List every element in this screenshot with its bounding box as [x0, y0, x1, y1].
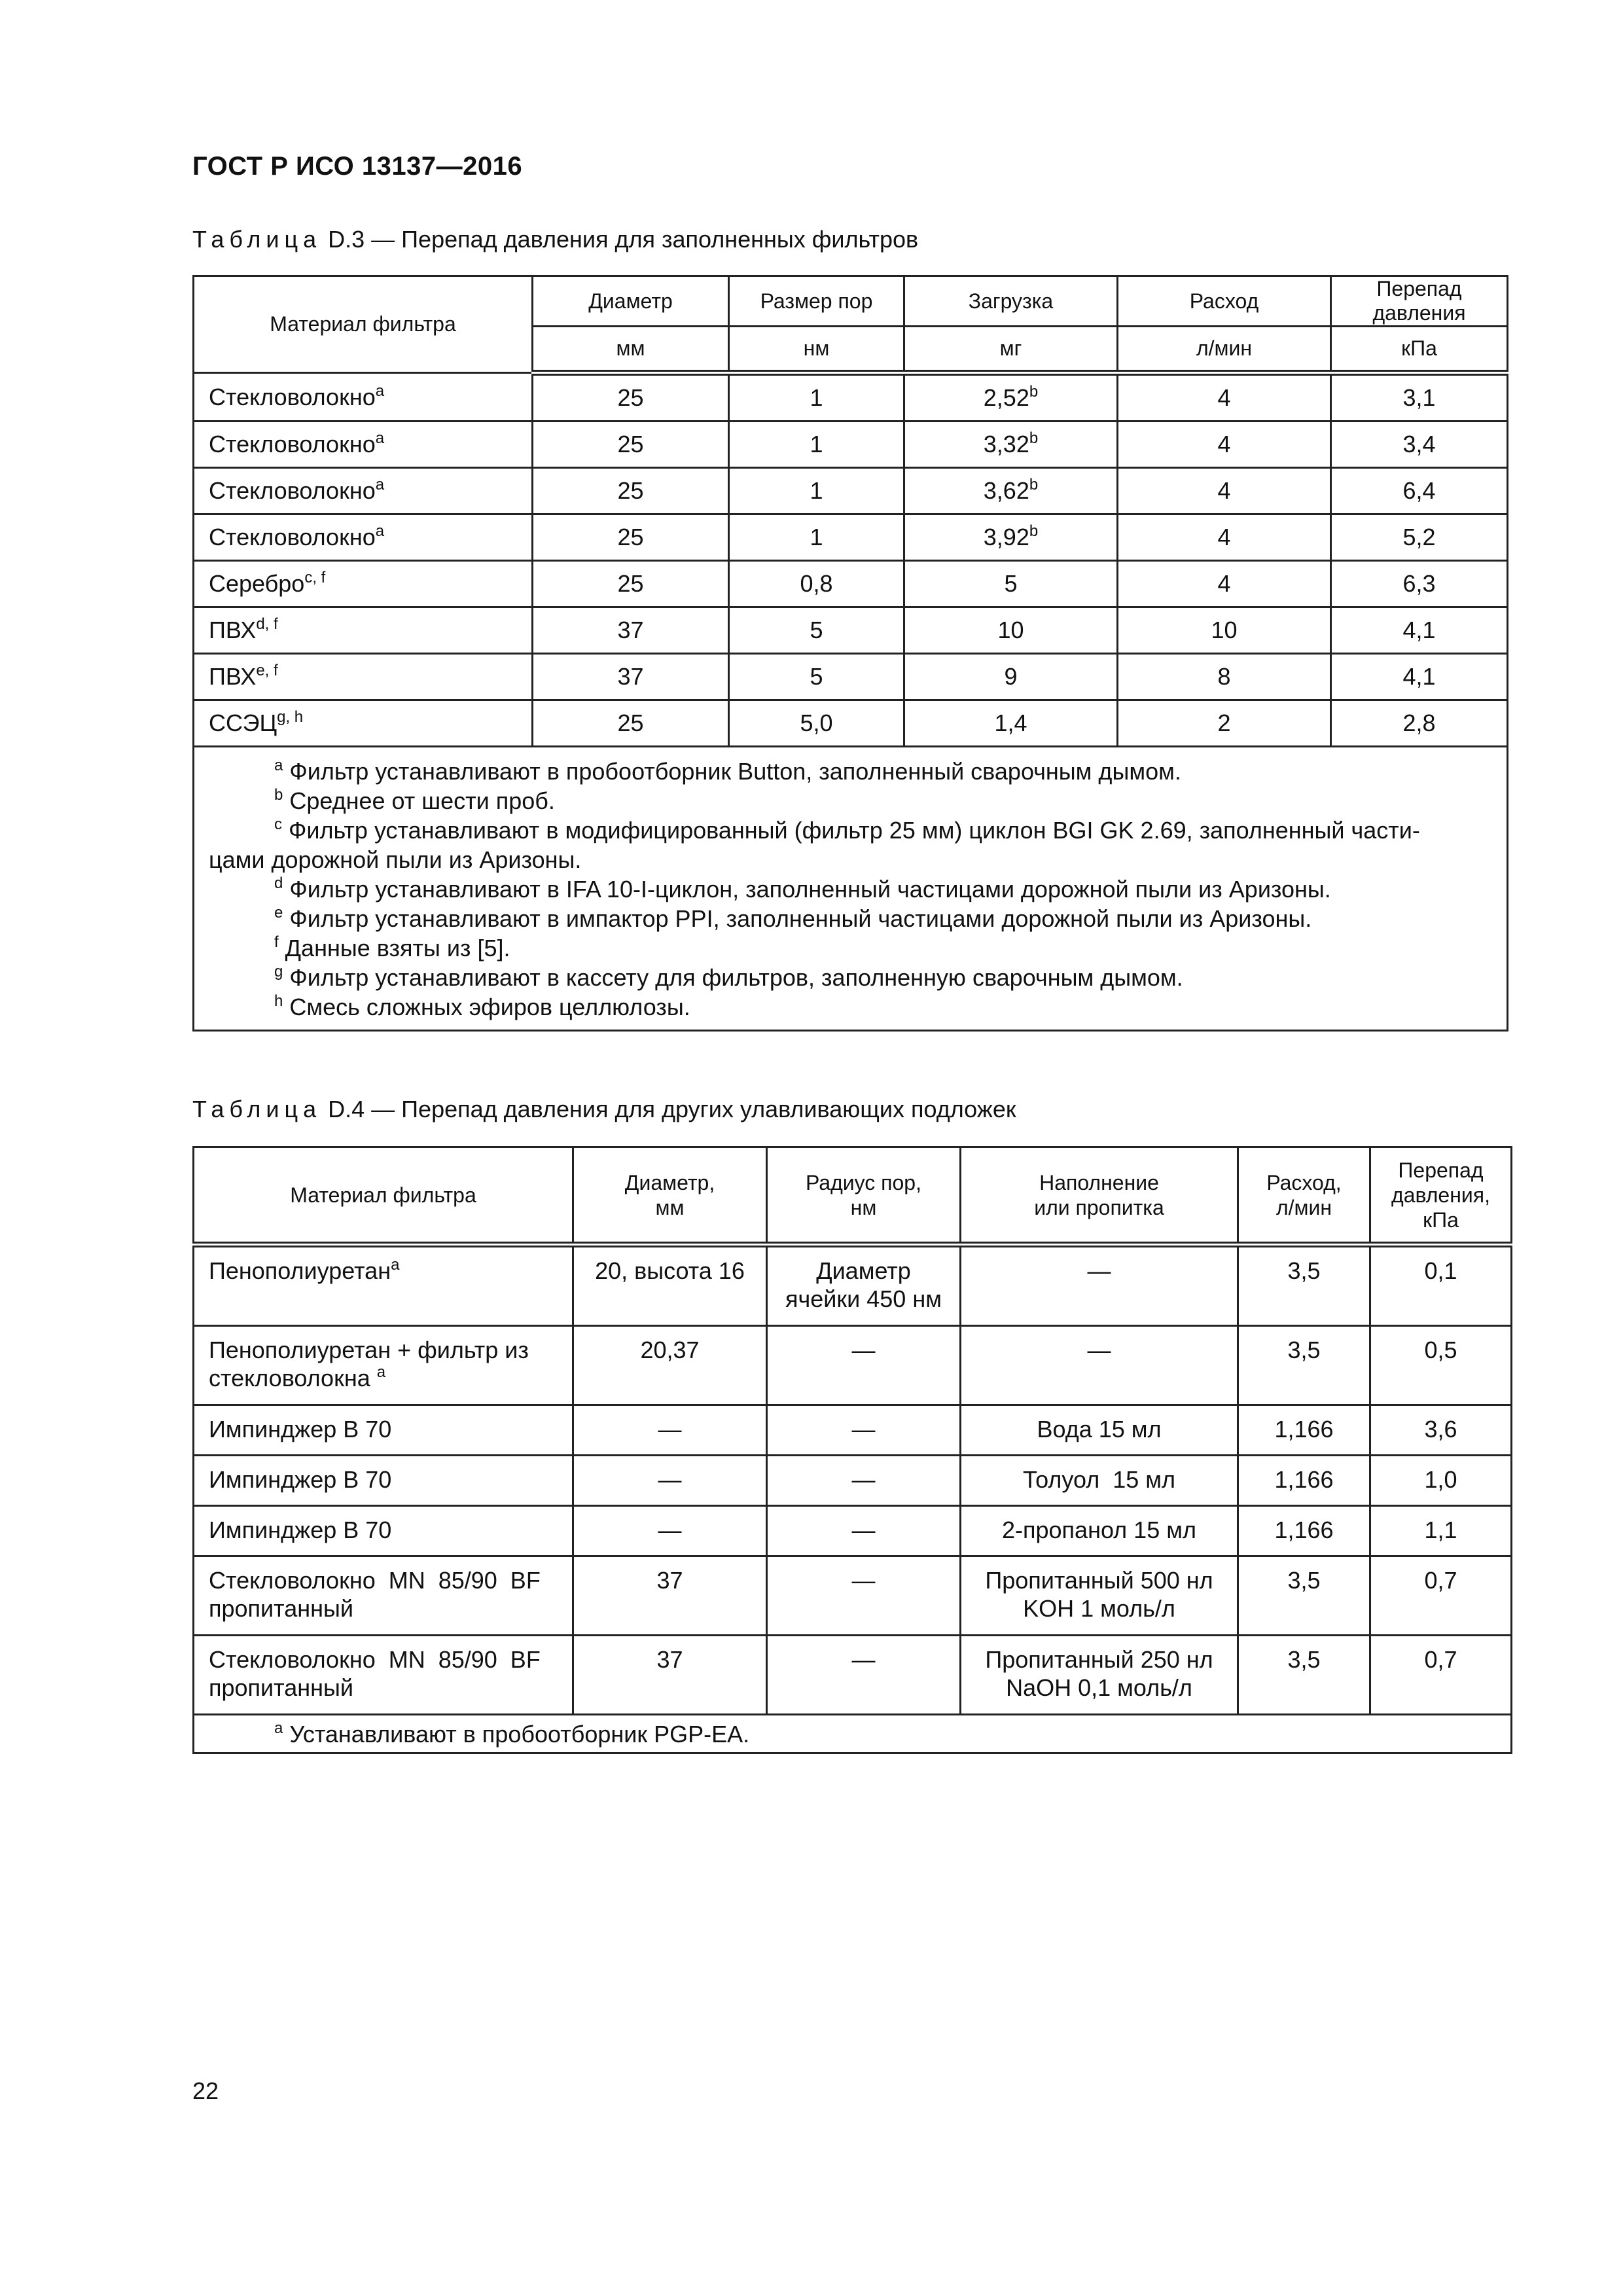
cell-diameter: 37 [533, 607, 729, 654]
cell-diameter: 25 [533, 468, 729, 514]
header-material: Материал фильтра [194, 276, 533, 373]
unit-diameter: мм [533, 327, 729, 373]
cell-fill: Толуол 15 мл [961, 1456, 1238, 1506]
cell-diameter: 20,37 [573, 1326, 767, 1405]
cell-drop: 4,1 [1331, 654, 1508, 700]
cell-pore: 5 [729, 607, 904, 654]
cell-material: ПВХ$^{d, f}$ [194, 607, 533, 654]
cell-diameter: 25 [533, 561, 729, 607]
unit-flow: л/мин [1118, 327, 1331, 373]
cell-load: 3,62$^b$ [904, 468, 1118, 514]
header-diameter: Диаметр [533, 276, 729, 327]
cell-diameter: 37 [573, 1636, 767, 1715]
cell-flow: 4 [1118, 468, 1331, 514]
table-row [194, 514, 1508, 561]
header-pressure-drop: Перепад давления, кПа [1370, 1147, 1512, 1245]
cell-fill: Пропитанный 500 нл KOH 1 моль/л [961, 1556, 1238, 1636]
cell-diameter: — [573, 1456, 767, 1506]
header-load: Загрузка [904, 276, 1118, 327]
cell-diameter: — [573, 1506, 767, 1556]
cell-pore: — [767, 1556, 961, 1636]
cell-load: 2,52$^b$ [904, 373, 1118, 422]
cell-diameter: — [573, 1405, 767, 1456]
cell-flow: 4 [1118, 373, 1331, 422]
cell-load: 3,92$^b$ [904, 514, 1118, 561]
cell-flow: 10 [1118, 607, 1331, 654]
cell-fill: Пропитанный 250 нл NaOH 0,1 моль/л [961, 1636, 1238, 1715]
header-pore-size: Размер пор [729, 276, 904, 327]
table-row [194, 1556, 1512, 1636]
footnote: $^e$ Фильтр устанавливают в импактор PPI, заполненный частицами дорожной пыли из Аризоны. [274, 904, 1312, 932]
cell-drop: 3,6 [1370, 1405, 1512, 1456]
table-row [194, 700, 1508, 747]
table-row [194, 1506, 1512, 1556]
cell-load: 1,4 [904, 700, 1118, 747]
cell-drop: 0,1 [1370, 1245, 1512, 1326]
table-d3 [192, 275, 1508, 1031]
cell-diameter: 25 [533, 514, 729, 561]
cell-diameter: 37 [533, 654, 729, 700]
cell-fill: Вода 15 мл [961, 1405, 1238, 1456]
cell-material: Пенополиуретан$^a$ [194, 1245, 573, 1326]
cell-drop: 3,4 [1331, 422, 1508, 468]
footnote: $^h$ Смесь сложных эфиров целлюлозы. [274, 992, 690, 1020]
cell-flow: 4 [1118, 561, 1331, 607]
table-row [194, 561, 1508, 607]
header-pressure-drop: Перепад давления [1331, 276, 1508, 327]
table-d4-caption [192, 1096, 1016, 1123]
table-d4-caption-prefix: Таблица [192, 1096, 322, 1122]
cell-material: Импинджер В 70 [194, 1456, 573, 1506]
cell-drop: 6,3 [1331, 561, 1508, 607]
cell-material: ПВХ$^{e, f}$ [194, 654, 533, 700]
cell-material: Стекловолокно$^a$ [194, 373, 533, 422]
cell-pore: — [767, 1326, 961, 1405]
cell-diameter: 37 [573, 1556, 767, 1636]
cell-pore: 1 [729, 373, 904, 422]
cell-flow: 3,5 [1238, 1636, 1370, 1715]
cell-flow: 3,5 [1238, 1245, 1370, 1326]
cell-diameter: 25 [533, 422, 729, 468]
cell-load: 10 [904, 607, 1118, 654]
footnote: $^g$ Фильтр устанавливают в кассету для фильтров, заполненную сварочным дымом. [274, 963, 1183, 991]
cell-pore: Диаметр ячейки 450 нм [767, 1245, 961, 1326]
table-d3-footnotes [194, 747, 1508, 1031]
header-fill: Наполнение или пропитка [961, 1147, 1238, 1245]
cell-flow: 4 [1118, 514, 1331, 561]
cell-flow: 1,166 [1238, 1456, 1370, 1506]
cell-fill: — [961, 1245, 1238, 1326]
cell-drop: 0,7 [1370, 1556, 1512, 1636]
footnote: $^a$ Устанавливают в пробоотборник PGP-EA. [274, 1719, 750, 1748]
header-pore-radius: Радиус пор, нм [767, 1147, 961, 1245]
cell-pore: — [767, 1636, 961, 1715]
cell-diameter: 20, высота 16 [573, 1245, 767, 1326]
page-number: 22 [192, 2077, 219, 2104]
table-d3-caption-text: D.3 — Перепад давления для заполненных фильтров [321, 226, 919, 253]
cell-drop: 0,7 [1370, 1636, 1512, 1715]
cell-load: 3,32$^b$ [904, 422, 1118, 468]
table-d3-caption [192, 226, 918, 253]
cell-drop: 1,0 [1370, 1456, 1512, 1506]
cell-flow: 1,166 [1238, 1405, 1370, 1456]
cell-fill: 2-пропанол 15 мл [961, 1506, 1238, 1556]
table-row [194, 1636, 1512, 1715]
cell-drop: 1,1 [1370, 1506, 1512, 1556]
footnotes-cell [194, 747, 1508, 1031]
cell-material: ССЭЦ$^{g, h}$ [194, 700, 533, 747]
unit-load: мг [904, 327, 1118, 373]
footnote: $^b$ Среднее от шести проб. [274, 786, 555, 814]
cell-pore: 1 [729, 468, 904, 514]
cell-material: Импинджер В 70 [194, 1405, 573, 1456]
cell-pore: 0,8 [729, 561, 904, 607]
unit-pressure-drop: кПа [1331, 327, 1508, 373]
cell-pore: 5 [729, 654, 904, 700]
cell-diameter: 25 [533, 373, 729, 422]
header-flow: Расход, л/мин [1238, 1147, 1370, 1245]
cell-flow: 8 [1118, 654, 1331, 700]
table-row [194, 373, 1508, 422]
cell-pore: — [767, 1456, 961, 1506]
table-row [194, 422, 1508, 468]
table-row [194, 654, 1508, 700]
footnote-continuation: цами дорожной пыли из Аризоны. [209, 846, 582, 873]
cell-drop: 2,8 [1331, 700, 1508, 747]
cell-diameter: 25 [533, 700, 729, 747]
table-d4-footnote [194, 1715, 1512, 1753]
footnote: $^f$ Данные взяты из [5]. [274, 933, 510, 961]
cell-material: Серебро$^{c, f}$ [194, 561, 533, 607]
cell-material: Стекловолокно$^a$ [194, 422, 533, 468]
cell-material: Стекловолокно$^a$ [194, 514, 533, 561]
cell-flow: 2 [1118, 700, 1331, 747]
footnote-cell [194, 1715, 1512, 1753]
cell-load: 9 [904, 654, 1118, 700]
cell-drop: 0,5 [1370, 1326, 1512, 1405]
cell-drop: 5,2 [1331, 514, 1508, 561]
document-header: ГОСТ Р ИСО 13137—2016 [192, 152, 523, 181]
table-row [194, 1245, 1512, 1326]
header-diameter: Диаметр, мм [573, 1147, 767, 1245]
table-row [194, 1326, 1512, 1405]
footnote: $^c$ Фильтр устанавливают в модифицированный (фильтр 25 мм) циклон BGI GK 2.69, заполненный части- [274, 816, 1420, 844]
cell-fill: — [961, 1326, 1238, 1405]
cell-drop: 3,1 [1331, 373, 1508, 422]
table-d3-caption-prefix: Таблица [192, 226, 322, 253]
footnote: $^a$ Фильтр устанавливают в пробоотборник Button, заполненный сварочным дымом. [274, 757, 1181, 785]
cell-pore: — [767, 1405, 961, 1456]
cell-pore: — [767, 1506, 961, 1556]
table-d4-caption-text: D.4 — Перепад давления для других улавливающих подложек [321, 1096, 1016, 1122]
cell-material: Стекловолокно$^a$ [194, 468, 533, 514]
cell-material: Стекловолокно MN 85/90 BF пропитанный [194, 1636, 573, 1715]
cell-pore: 5,0 [729, 700, 904, 747]
table-row [194, 1456, 1512, 1506]
cell-material: Пенополиуретан + фильтр из стекловолокна $^a$ [194, 1326, 573, 1405]
cell-flow: 4 [1118, 422, 1331, 468]
table-row [194, 468, 1508, 514]
cell-flow: 1,166 [1238, 1506, 1370, 1556]
header-material: Материал фильтра [194, 1147, 573, 1245]
cell-flow: 3,5 [1238, 1326, 1370, 1405]
cell-pore: 1 [729, 422, 904, 468]
unit-pore-size: нм [729, 327, 904, 373]
cell-load: 5 [904, 561, 1118, 607]
cell-material: Стекловолокно MN 85/90 BF пропитанный [194, 1556, 573, 1636]
header-flow: Расход [1118, 276, 1331, 327]
cell-pore: 1 [729, 514, 904, 561]
table-row [194, 1405, 1512, 1456]
cell-drop: 6,4 [1331, 468, 1508, 514]
cell-material: Импинджер В 70 [194, 1506, 573, 1556]
footnote: $^d$ Фильтр устанавливают в IFA 10-I-циклон, заполненный частицами дорожной пыли из Аризоны. [274, 874, 1331, 903]
cell-flow: 3,5 [1238, 1556, 1370, 1636]
table-d4 [192, 1146, 1512, 1754]
table-row [194, 607, 1508, 654]
cell-drop: 4,1 [1331, 607, 1508, 654]
